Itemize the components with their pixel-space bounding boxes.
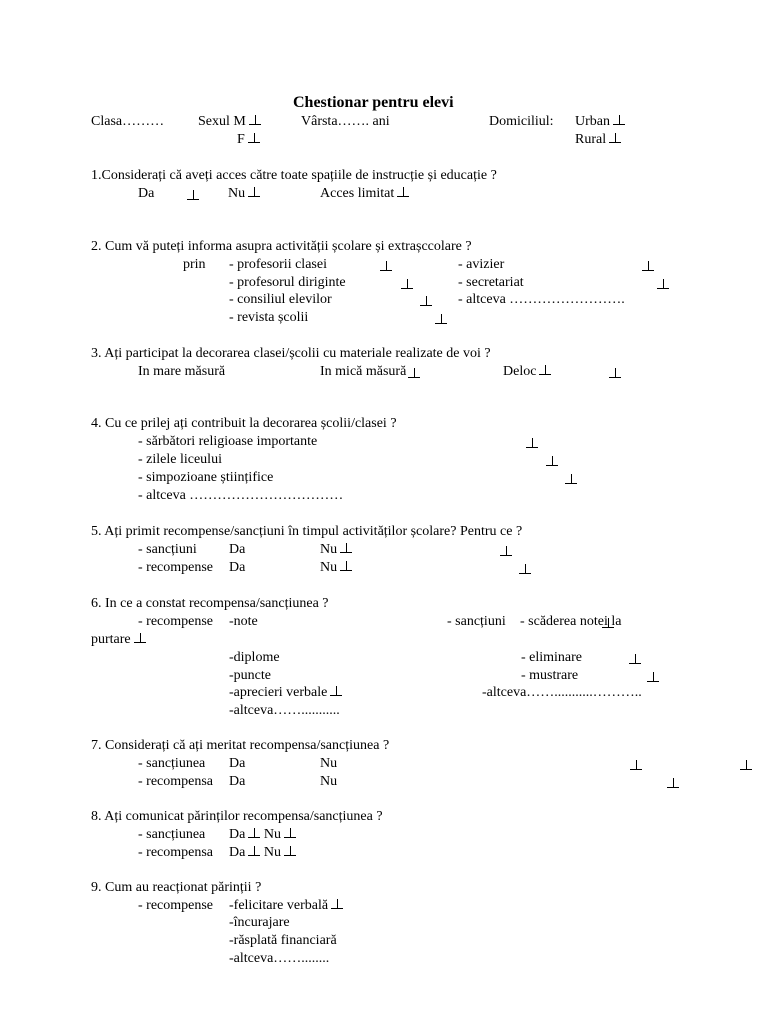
checkbox-icon[interactable] — [340, 564, 352, 572]
q9-option-felicitare[interactable]: -felicitare verbală — [229, 898, 343, 914]
checkbox-icon[interactable] — [565, 477, 577, 485]
checkbox-icon[interactable] — [657, 282, 669, 290]
sex-option-male[interactable]: Sexul M — [198, 114, 261, 130]
checkbox-icon[interactable] — [248, 831, 260, 839]
q7-sanctiunea-nu: Nu — [320, 756, 338, 771]
q7-recompensa-da: Da — [229, 774, 246, 789]
q6-option-scaderea-notei-cont: purtare — [91, 632, 146, 648]
checkbox-icon[interactable] — [134, 636, 146, 644]
sex-option-female[interactable]: F — [237, 132, 260, 148]
q9-option-rasplata: -răsplată financiară — [229, 933, 337, 948]
checkbox-icon[interactable] — [408, 371, 420, 379]
question-9: 9. Cum au reacționat părinții ? — [91, 880, 262, 895]
q5-row-recompense: - recompense — [138, 560, 214, 575]
age-field[interactable]: Vârsta……. ani — [301, 114, 390, 129]
checkbox-icon[interactable] — [380, 264, 392, 272]
q2-option-profesorii-clasei: - profesorii clasei — [229, 257, 327, 272]
checkbox-icon[interactable] — [284, 849, 296, 857]
q2-option-revista-scolii: - revista școlii — [229, 310, 309, 325]
q6-option-aprecieri[interactable]: -aprecieri verbale — [229, 685, 342, 701]
q6-option-recompense-altceva[interactable]: -altceva……........... — [229, 703, 340, 718]
q4-option-simpozioane: - simpozioane științifice — [138, 470, 274, 485]
q4-option-altceva[interactable]: - altceva …………………………… — [138, 488, 344, 503]
q5-row-sanctiuni: - sancțiuni — [138, 542, 197, 557]
residence-label: Domiciliul: — [489, 114, 554, 129]
checkbox-icon[interactable] — [500, 549, 512, 557]
checkbox-icon[interactable] — [435, 317, 447, 325]
question-2: 2. Cum vă puteți informa asupra activității școlare și extrașccolare ? — [91, 239, 472, 254]
q2-option-secretariat: - secretariat — [458, 275, 524, 290]
q9-recompense-label: - recompense — [138, 898, 214, 913]
residence-option-rural[interactable]: Rural — [575, 132, 621, 148]
checkbox-icon[interactable] — [330, 689, 342, 697]
question-4: 4. Cu ce prilej ați contribuit la decorarea școlii/clasei ? — [91, 416, 397, 431]
checkbox-icon[interactable] — [397, 190, 409, 198]
q2-option-avizier: - avizier — [458, 257, 505, 272]
q3-option-deloc[interactable]: Deloc — [503, 364, 551, 380]
q7-sanctiunea-da: Da — [229, 756, 246, 771]
question-7: 7. Considerați că ați meritat recompensa/sancțiunea ? — [91, 738, 390, 753]
q6-recompense-label: - recompense — [138, 614, 214, 629]
checkbox-icon[interactable] — [284, 831, 296, 839]
checkbox-icon[interactable] — [609, 136, 621, 144]
q6-sanctiuni-label: - sancțiuni — [447, 614, 506, 629]
checkbox-icon[interactable] — [249, 118, 261, 126]
checkbox-icon[interactable] — [539, 368, 551, 376]
q6-option-scaderea-notei: - scăderea notei la — [520, 614, 622, 629]
checkbox-icon[interactable] — [630, 763, 642, 771]
q5-sanctiuni-da: Da — [229, 542, 246, 557]
question-6: 6. In ce a constat recompensa/sancțiunea ? — [91, 596, 329, 611]
q4-option-zilele-liceului: - zilele liceului — [138, 452, 222, 467]
q5-recompense-da: Da — [229, 560, 246, 575]
q6-option-eliminare: - eliminare — [521, 650, 583, 665]
checkbox-icon[interactable] — [519, 567, 531, 575]
checkbox-icon[interactable] — [420, 299, 432, 307]
q5-sanctiuni-nu[interactable]: Nu — [320, 542, 352, 558]
q7-row-sanctiunea: - sancțiunea — [138, 756, 206, 771]
checkbox-icon[interactable] — [647, 675, 659, 683]
q6-option-diplome: -diplome — [229, 650, 280, 665]
q8-row-recompensa: - recompensa — [138, 845, 214, 860]
q3-option-mare: In mare măsură — [138, 364, 226, 379]
q8-recompensa-options[interactable]: Da Nu — [229, 845, 296, 861]
page-title: Chestionar pentru elevi — [293, 94, 454, 111]
checkbox-icon[interactable] — [546, 459, 558, 467]
q9-option-incurajare: -încurajare — [229, 915, 290, 930]
checkbox-icon[interactable] — [629, 657, 641, 665]
q2-option-consiliul-elevilor: - consiliul elevilor — [229, 292, 332, 307]
q1-option-da[interactable]: Da — [138, 186, 155, 201]
q2-prefix: prin — [183, 257, 206, 272]
checkbox-icon[interactable] — [248, 849, 260, 857]
q8-sanctiunea-options[interactable]: Da Nu — [229, 827, 296, 843]
q2-option-profesorul-diriginte: - profesorul diriginte — [229, 275, 346, 290]
q7-row-recompensa: - recompensa — [138, 774, 214, 789]
checkbox-icon[interactable] — [331, 902, 343, 910]
checkbox-icon[interactable] — [187, 193, 199, 201]
q4-option-sarbatori: - sărbători religioase importante — [138, 434, 318, 449]
checkbox-icon[interactable] — [667, 781, 679, 789]
checkbox-icon[interactable] — [248, 190, 260, 198]
q8-row-sanctiunea: - sancțiunea — [138, 827, 206, 842]
q6-option-note: -note — [229, 614, 258, 629]
checkbox-icon[interactable] — [642, 264, 654, 272]
question-3: 3. Ați participat la decorarea clasei/școlii cu materiale realizate de voi ? — [91, 346, 491, 361]
checkbox-icon[interactable] — [526, 441, 538, 449]
q2-option-altceva[interactable]: - altceva ……………………. — [458, 292, 625, 307]
q9-option-altceva[interactable]: -altceva……........ — [229, 951, 330, 966]
q1-option-acces-limitat[interactable]: Acces limitat — [320, 186, 409, 202]
question-8: 8. Ați comunicat părinților recompensa/sancțiunea ? — [91, 809, 383, 824]
checkbox-icon[interactable] — [740, 763, 752, 771]
residence-option-urban[interactable]: Urban — [575, 114, 625, 130]
q1-option-nu[interactable]: Nu — [228, 186, 260, 202]
checkbox-icon[interactable] — [340, 546, 352, 554]
checkbox-icon[interactable] — [401, 282, 413, 290]
checkbox-icon[interactable] — [613, 118, 625, 126]
q6-option-sanctiuni-altceva[interactable]: -altceva……...........……….. — [482, 685, 642, 700]
q6-option-mustrare: - mustrare — [521, 668, 579, 683]
question-1: 1.Considerați că aveți acces către toate spațiile de instrucție și educație ? — [91, 168, 497, 183]
checkbox-icon[interactable] — [248, 136, 260, 144]
q6-option-puncte: -puncte — [229, 668, 271, 683]
checkbox-icon[interactable] — [609, 371, 621, 379]
q3-option-mica: In mică măsură — [320, 364, 407, 379]
question-5: 5. Ați primit recompense/sancțiuni în timpul activităților școlare? Pentru ce ? — [91, 524, 523, 539]
class-field[interactable]: Clasa……… — [91, 114, 165, 129]
q5-recompense-nu[interactable]: Nu — [320, 560, 352, 576]
q7-recompensa-nu: Nu — [320, 774, 338, 789]
